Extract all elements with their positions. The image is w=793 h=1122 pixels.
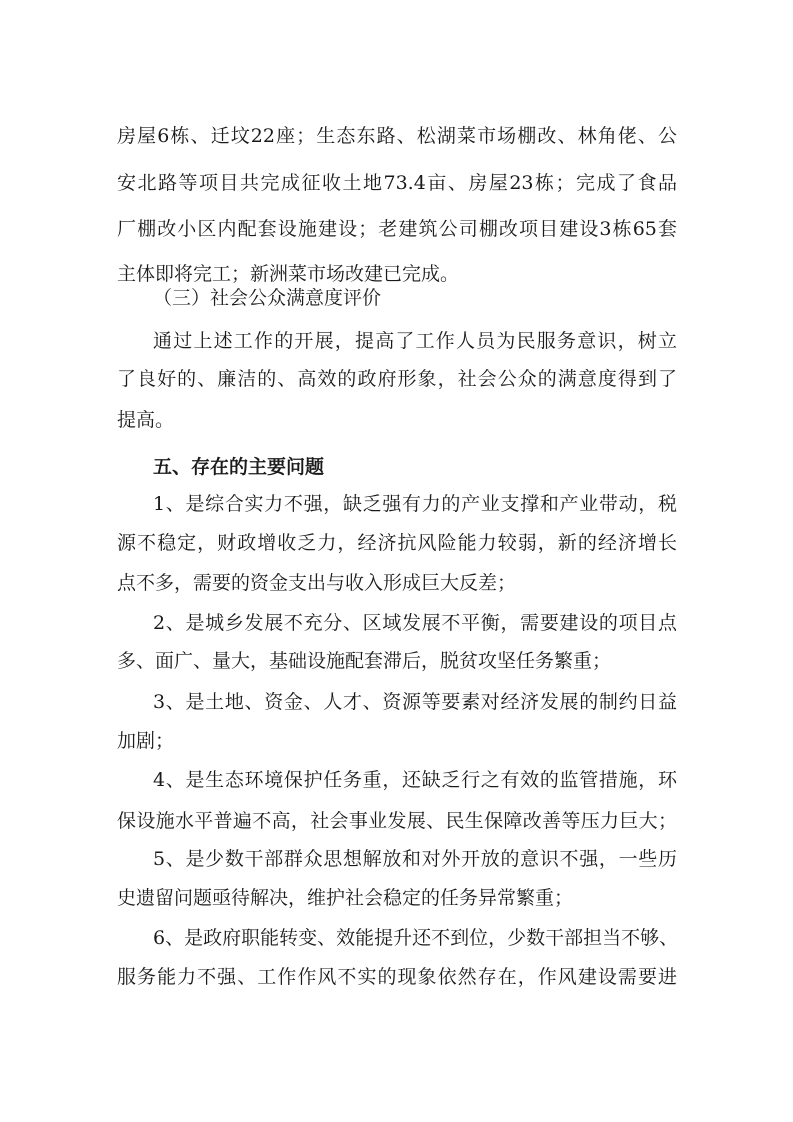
paragraph-line: 主体即将完工；新洲菜市场改建已完成。 [117,263,460,285]
paragraph-line: 保设施水平普遍不高，社会事业发展、民生保障改善等压力巨大； [117,810,677,832]
paragraph-line: 史遗留问题亟待解决，维护社会稳定的任务异常繁重； [117,887,574,909]
paragraph-line: 了良好的、廉洁的、高效的政府形象，社会公众的满意度得到了 [117,368,677,390]
paragraph-line: 3、是土地、资金、人才、资源等要素对经济发展的制约日益 [153,691,677,713]
paragraph-line: 源不稳定，财政增收乏力，经济抗风险能力较弱，新的经济增长 [117,532,677,554]
paragraph-line: 1、是综合实力不强，缺乏强有力的产业支撑和产业带动，税 [153,493,677,515]
paragraph-line: 房屋6栋、迁坟22座；生态东路、松湖菜市场棚改、林角佬、公 [117,125,677,147]
paragraph-line: 5、是少数干部群众思想解放和对外开放的意识不强，一些历 [153,848,677,870]
paragraph-line: 加剧； [117,730,175,752]
paragraph-line: 多、面广、量大，基础设施配套滞后，脱贫攻坚任务繁重； [117,650,612,672]
paragraph-line: 2、是城乡发展不充分、区域发展不平衡，需要建设的项目点 [153,612,677,634]
paragraph-line: 安北路等项目共完成征收土地73.4亩、房屋23栋；完成了食品 [117,172,677,194]
paragraph-line: 4、是生态环境保护任务重，还缺乏行之有效的监管措施，环 [153,769,677,791]
paragraph-line: 提高。 [117,409,175,431]
paragraph-line: 通过上述工作的开展，提高了工作人员为民服务意识，树立 [153,330,677,352]
paragraph-line: 6、是政府职能转变、效能提升还不到位，少数干部担当不够、 [153,927,679,949]
paragraph-line: 厂棚改小区内配套设施建设；老建筑公司棚改项目建设3栋65套 [117,218,677,240]
subsection-heading: （三）社会公众满意度评价 [153,287,382,309]
paragraph-line: 服务能力不强、工作作风不实的现象依然存在，作风建设需要进 [117,966,677,988]
paragraph-line: 点不多，需要的资金支出与收入形成巨大反差； [117,572,517,594]
section-heading: 五、存在的主要问题 [153,456,325,478]
